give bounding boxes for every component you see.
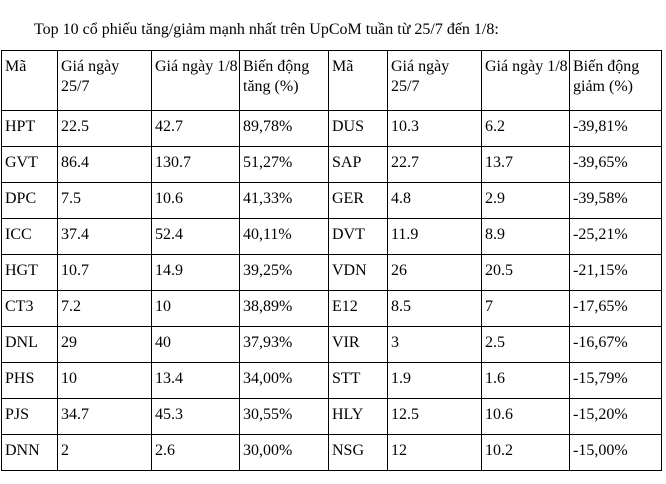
loser-code: E12 — [329, 291, 388, 327]
gainer-change: 40,11% — [240, 219, 329, 255]
gainer-code: DPC — [2, 183, 58, 219]
header-ma-gainers: Mã — [2, 51, 58, 111]
loser-price-start: 3 — [388, 327, 482, 363]
header-change-up: Biến động tăng (%) — [240, 51, 329, 111]
loser-price-end: 6.2 — [482, 111, 570, 147]
gainer-price-start: 10.7 — [58, 255, 152, 291]
loser-price-start: 1.9 — [388, 363, 482, 399]
loser-price-start: 10.3 — [388, 111, 482, 147]
loser-price-end: 10.2 — [482, 435, 570, 471]
gainer-code: HPT — [2, 111, 58, 147]
gainer-price-start: 7.5 — [58, 183, 152, 219]
loser-price-end: 1.6 — [482, 363, 570, 399]
gainer-price-end: 10.6 — [152, 183, 240, 219]
loser-code: VDN — [329, 255, 388, 291]
loser-price-end: 8.9 — [482, 219, 570, 255]
table-row — [2, 327, 662, 363]
table-title: Top 10 cổ phiếu tăng/giảm mạnh nhất trên UpCoM tuần từ 25/7 đến 1/8: — [34, 21, 499, 38]
header-row — [2, 51, 662, 111]
gainer-change: 37,93% — [240, 327, 329, 363]
gainer-price-start: 22.5 — [58, 111, 152, 147]
gainer-price-end: 52.4 — [152, 219, 240, 255]
header-ma-losers: Mã — [329, 51, 388, 111]
loser-code: DUS — [329, 111, 388, 147]
loser-change: -39,58% — [570, 183, 662, 219]
loser-price-end: 13.7 — [482, 147, 570, 183]
gainer-price-end: 40 — [152, 327, 240, 363]
gainer-change: 41,33% — [240, 183, 329, 219]
gainer-price-start: 2 — [58, 435, 152, 471]
gainer-price-end: 2.6 — [152, 435, 240, 471]
loser-code: GER — [329, 183, 388, 219]
loser-code: SAP — [329, 147, 388, 183]
loser-price-start: 8.5 — [388, 291, 482, 327]
table-row — [2, 363, 662, 399]
loser-code: DVT — [329, 219, 388, 255]
loser-price-end: 2.5 — [482, 327, 570, 363]
gainer-code: PJS — [2, 399, 58, 435]
gainer-price-end: 13.4 — [152, 363, 240, 399]
loser-change: -17,65% — [570, 291, 662, 327]
gainer-price-start: 34.7 — [58, 399, 152, 435]
loser-change: -25,21% — [570, 219, 662, 255]
header-change-down: Biến động giảm (%) — [570, 51, 662, 111]
header-price-start-gainers: Giá ngày 25/7 — [58, 51, 152, 111]
loser-change: -15,00% — [570, 435, 662, 471]
table-row — [2, 147, 662, 183]
gainer-change: 34,00% — [240, 363, 329, 399]
loser-change: -15,79% — [570, 363, 662, 399]
gainer-change: 89,78% — [240, 111, 329, 147]
gainer-price-end: 10 — [152, 291, 240, 327]
loser-price-start: 4.8 — [388, 183, 482, 219]
loser-change: -15,20% — [570, 399, 662, 435]
loser-code: NSG — [329, 435, 388, 471]
loser-code: VIR — [329, 327, 388, 363]
loser-change: -39,81% — [570, 111, 662, 147]
loser-code: HLY — [329, 399, 388, 435]
table-row — [2, 291, 662, 327]
header-price-end-gainers: Giá ngày 1/8 — [152, 51, 240, 111]
table-row — [2, 183, 662, 219]
loser-change: -21,15% — [570, 255, 662, 291]
table-row — [2, 399, 662, 435]
gainer-change: 30,00% — [240, 435, 329, 471]
gainer-change: 51,27% — [240, 147, 329, 183]
header-price-start-losers: Giá ngày 25/7 — [388, 51, 482, 111]
gainer-price-start: 37.4 — [58, 219, 152, 255]
stock-table — [1, 50, 662, 471]
table-row — [2, 111, 662, 147]
loser-price-end: 2.9 — [482, 183, 570, 219]
gainer-price-start: 10 — [58, 363, 152, 399]
loser-change: -39,65% — [570, 147, 662, 183]
gainer-code: DNN — [2, 435, 58, 471]
gainer-price-start: 29 — [58, 327, 152, 363]
gainer-code: DNL — [2, 327, 58, 363]
loser-change: -16,67% — [570, 327, 662, 363]
loser-code: STT — [329, 363, 388, 399]
loser-price-end: 10.6 — [482, 399, 570, 435]
loser-price-start: 26 — [388, 255, 482, 291]
gainer-code: HGT — [2, 255, 58, 291]
header-price-end-losers: Giá ngày 1/8 — [482, 51, 570, 111]
loser-price-start: 12.5 — [388, 399, 482, 435]
gainer-price-end: 130.7 — [152, 147, 240, 183]
gainer-code: ICC — [2, 219, 58, 255]
gainer-change: 39,25% — [240, 255, 329, 291]
loser-price-start: 22.7 — [388, 147, 482, 183]
gainer-change: 38,89% — [240, 291, 329, 327]
gainer-code: PHS — [2, 363, 58, 399]
gainer-code: GVT — [2, 147, 58, 183]
gainer-price-end: 14.9 — [152, 255, 240, 291]
table-row — [2, 219, 662, 255]
loser-price-start: 12 — [388, 435, 482, 471]
gainer-code: CT3 — [2, 291, 58, 327]
gainer-price-end: 45.3 — [152, 399, 240, 435]
loser-price-end: 20.5 — [482, 255, 570, 291]
gainer-change: 30,55% — [240, 399, 329, 435]
gainer-price-end: 42.7 — [152, 111, 240, 147]
loser-price-end: 7 — [482, 291, 570, 327]
table-row — [2, 435, 662, 471]
loser-price-start: 11.9 — [388, 219, 482, 255]
gainer-price-start: 7.2 — [58, 291, 152, 327]
table-row — [2, 255, 662, 291]
gainer-price-start: 86.4 — [58, 147, 152, 183]
